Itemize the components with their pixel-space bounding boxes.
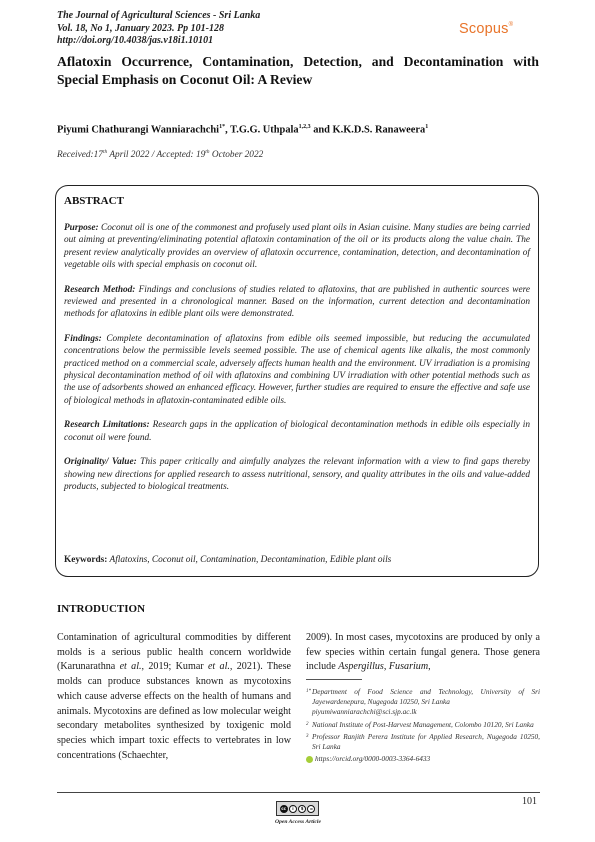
section-text: Coconut oil is one of the commonest and profusely used plant oils in Asian cuisine. Many studies are being carried out aiming at preventing/eliminating potential aflatoxin contamination of the oil or its products along the value chain. The present review analytically provides an overview of aflatoxin occurrence, contamination, detection, and decontamination of vegetable oils with special emphasis on coconut oil. — [64, 223, 530, 271]
author-affiliation-sup: 1* — [219, 124, 226, 130]
citation-etal: et al., — [207, 661, 233, 673]
author-affiliation-sup: 1 — [425, 124, 429, 130]
section-text: Findings and conclusions of studies related to aflatoxins, that are published in authentic sources were reviewed and presented in a chronological manner. Based on the information, current detection and decontamination methods for aflatoxins in edible plant oils were demonstrated. — [64, 284, 530, 320]
creative-commons-badge[interactable] — [276, 801, 319, 816]
abstract-purpose — [64, 222, 530, 272]
section-label: Purpose: — [64, 223, 99, 233]
footer-rule — [57, 792, 540, 793]
keywords-label: Keywords: — [64, 555, 108, 565]
accepted-date-suffix: October 2022 — [209, 150, 264, 161]
body-text: , — [428, 661, 431, 673]
orcid-icon — [306, 756, 313, 763]
abstract-box — [55, 185, 539, 577]
journal-doi-link[interactable]: http://doi.org/10.4038/jas.v18i1.10101 — [57, 35, 214, 46]
footnote-body — [312, 687, 540, 718]
body-text: 2009). In most cases, mycotoxins are produced by only a few species within certain fungal genera. Those genera include — [306, 632, 540, 673]
abstract-heading: ABSTRACT — [64, 195, 124, 207]
genus-name: Aspergillus — [338, 661, 384, 673]
abstract-findings — [64, 333, 530, 407]
section-text: Research gaps in the application of biological decontamination methods in edible oils especially in coconut oil were found. — [64, 420, 530, 443]
abstract-research-method — [64, 284, 530, 321]
footnote-number: 3 — [306, 733, 309, 739]
received-date: Received:17 — [57, 150, 103, 161]
body-column-left — [57, 631, 291, 763]
by-attribution-icon: i — [289, 805, 297, 813]
abstract-research-limitations — [64, 419, 530, 444]
author-name: Piyumi Chathurangi Wanniarachchi — [57, 124, 220, 136]
ordinal-sup: th — [205, 149, 210, 155]
noderivatives-icon: = — [307, 805, 315, 813]
scopus-logo — [459, 21, 513, 37]
footnote-item — [306, 687, 540, 718]
footnote-number: 2 — [306, 721, 309, 727]
author-name: T.G.G. Uthpala — [230, 124, 299, 136]
body-text: 2021). These molds can produce substances known as mycotoxins which cause adverse effects on the health of humans and animals. Mycotoxins are defined as low molecular weight secondary metabolites synthesized by toxigenic mold species which impart toxic effects to vertebrates in low concentrations (Schaechter, — [57, 661, 292, 761]
section-label: Research Method: — [64, 284, 136, 295]
author-list — [57, 124, 428, 135]
section-text: Complete decontamination of aflatoxins from edible oils seemed impossible, but reducing the accumulated concentrations below the permissible levels seemed possible. The use of chemical agents like alkalis, the most commonly practiced method on a commercial scale, adversely affects human health and the environment. UV irradiation is a promising physical decontamination method of oil with aflatoxins and combining UV irradiation with other potential methods such as the use of adsorbents showed an enhanced efficacy. However, further studies are required to ensure the effective and safe use of biological methods in aflatoxin-contaminated edible oils. — [64, 333, 530, 406]
cc-icon: cc — [281, 805, 286, 811]
body-column-right — [306, 631, 540, 675]
footnote-item — [306, 720, 540, 730]
body-text: 2019; Kumar — [144, 661, 208, 673]
author-separator: , — [225, 124, 231, 136]
article-title: Aflatoxin Occurrence, Contamination, Detection, and Decontamination with Special Emphasis on Coconut Oil: A Review — [57, 54, 539, 87]
footnote-text: Department of Food Science and Technology, University of Sri Jayewardenepura, Nugegoda 10250, Sri Lanka — [312, 687, 540, 707]
footnote-item — [306, 732, 540, 752]
section-label: Originality/ Value: — [64, 457, 137, 468]
author-name: K.K.D.S. Ranaweera — [332, 124, 426, 136]
keywords-list: Aflatoxins, Coconut oil, Contamination, Decontamination, Edible plant oils — [107, 555, 392, 565]
registered-mark: ® — [508, 22, 514, 28]
journal-header — [57, 10, 260, 48]
accepted-date: April 2022 / Accepted: 19 — [107, 150, 206, 161]
received-accepted-dates — [57, 149, 263, 160]
keywords — [64, 555, 391, 565]
author-separator: and — [310, 124, 333, 136]
footnote-text: National Institute of Post-Harvest Management, Colombo 10120, Sri Lanka — [312, 719, 534, 729]
footnote-rule — [306, 679, 362, 680]
orcid-line — [306, 754, 540, 764]
open-access-caption: Open Access Article — [275, 819, 321, 825]
author-affiliation-sup: 1,2,3 — [298, 124, 311, 130]
introduction-heading: INTRODUCTION — [57, 603, 146, 615]
scopus-label: Scopus — [459, 21, 509, 37]
citation-etal: et al., — [119, 661, 145, 673]
abstract-originality — [64, 456, 530, 493]
genus-name: Fusarium — [388, 661, 429, 673]
footnote-number: 1* — [306, 689, 311, 694]
journal-volume: Vol. 18, No 1, January 2023. Pp 101-128 — [57, 22, 224, 34]
ordinal-sup: th — [102, 149, 108, 155]
noncommercial-icon: $ — [298, 805, 306, 813]
author-email-link[interactable]: piyumiwanniarachchi@sci.sjp.ac.lk — [312, 707, 417, 717]
section-label: Research Limitations: — [64, 420, 150, 431]
body-text: , — [383, 661, 389, 673]
orcid-link[interactable]: https://orcid.org/0000-0003-3364-6433 — [315, 754, 431, 764]
footnote-text: Professor Ranjith Perera Institute for Applied Research, Nugegoda 10250, Sri Lanka — [312, 731, 540, 752]
section-text: This paper critically and aimfully analyzes the relevant information with a view to find gaps thereby showing new directions for applied research to assess nutritional, sensory, and quality attributes in the oils and value-added products, subjected to biological treatments. — [64, 457, 530, 492]
body-text: Contamination of agricultural commodities by different molds is a serious public health concern worldwide (Karunarathna — [57, 632, 291, 673]
section-label: Findings: — [64, 333, 102, 344]
page-number: 101 — [522, 796, 537, 807]
journal-name: The Journal of Agricultural Sciences - Sri Lanka — [57, 10, 261, 21]
footnotes — [306, 687, 540, 764]
